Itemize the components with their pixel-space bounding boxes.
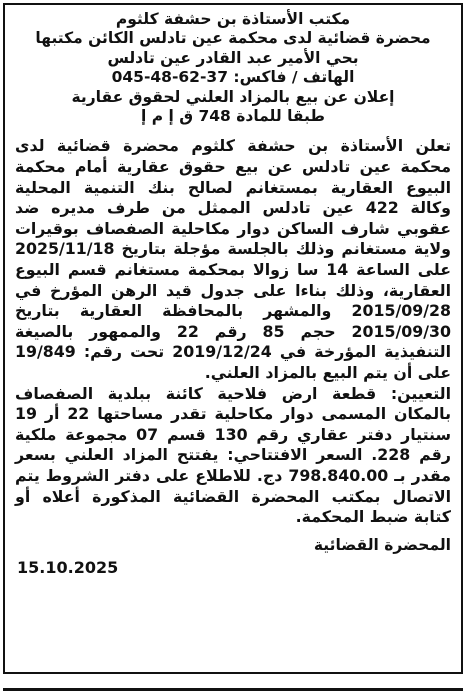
office-phone: الهاتف / فاكس: 37-62-48-045 bbox=[111, 68, 355, 87]
office-name: مكتب الأستاذة بن حشفة كلثوم bbox=[115, 10, 351, 28]
bottom-divider bbox=[3, 688, 463, 691]
office-address: بحي الأمير عبد القادر عين تادلس bbox=[107, 48, 359, 67]
announcement-header bbox=[15, 10, 451, 126]
announcement-paragraph-main: تعلن الأستاذة بن حشفة كلثوم محضرة قضائية لدى محكمة عين تادلس عن بيع حقوق عقارية أمام محكمة البيوع العقارية بمستغانم لصالح بنك التنمية المحلية وكالة 422 عين تادلس الممثل من طرف مديره ضد عقوبي شارف الساكن دوار مكاحلية الصفصاف بوقيرات ولاية مستغانم وذلك بالجلسة مؤجلة بتاريخ 2025/11/18 على الساعة 14 سا زوالا بمحكمة مستغانم قسم البيوع العقارية، وذلك بناءا على جدول قيد الرهن المؤرخ في 2015/09/28 والمشهر بالمحافظة العقارية بتاريخ 2015/09/30 حجم 85 رقم 22 والممهور بالصيغة التنفيذية المؤرخة في 2019/12/24 تحت رقم: 19/849 على أن يتم البيع بالمزاد العلني. bbox=[15, 136, 452, 382]
signature-label: المحضرة القضائية bbox=[313, 535, 451, 554]
office-description: محضرة قضائية لدى محكمة عين تادلس الكائن مكتبها bbox=[35, 29, 431, 48]
announcement-title: إعلان عن بيع بالمزاد العلني لحقوق عقارية bbox=[71, 87, 395, 106]
announcement-paragraph-property: التعيين: قطعة ارض فلاحية كائنة ببلدية الصفصاف بالمكان المسمى دوار مكاحلية تقدر مساحتها 22 أر 19 سنتيار دفتر عقاري رقم 130 قسم 07 مجموعة ملكية رقم 228. السعر الافتتاحي: يفتتح المزاد العلني بسعر مقدر بـ 798.840.00 دج. للاطلاع على دفتر الشروط يتم الاتصال بمكتب المحضرة القضائية المذكورة أعلاه أو كتابة ضبط المحكمة. bbox=[15, 383, 452, 527]
legal-reference: طبقا للمادة 748 ق إ م إ bbox=[141, 107, 325, 126]
announcement-body bbox=[15, 136, 451, 527]
announcement-date: 15.10.2025 bbox=[17, 557, 119, 577]
announcement-frame bbox=[3, 3, 463, 674]
